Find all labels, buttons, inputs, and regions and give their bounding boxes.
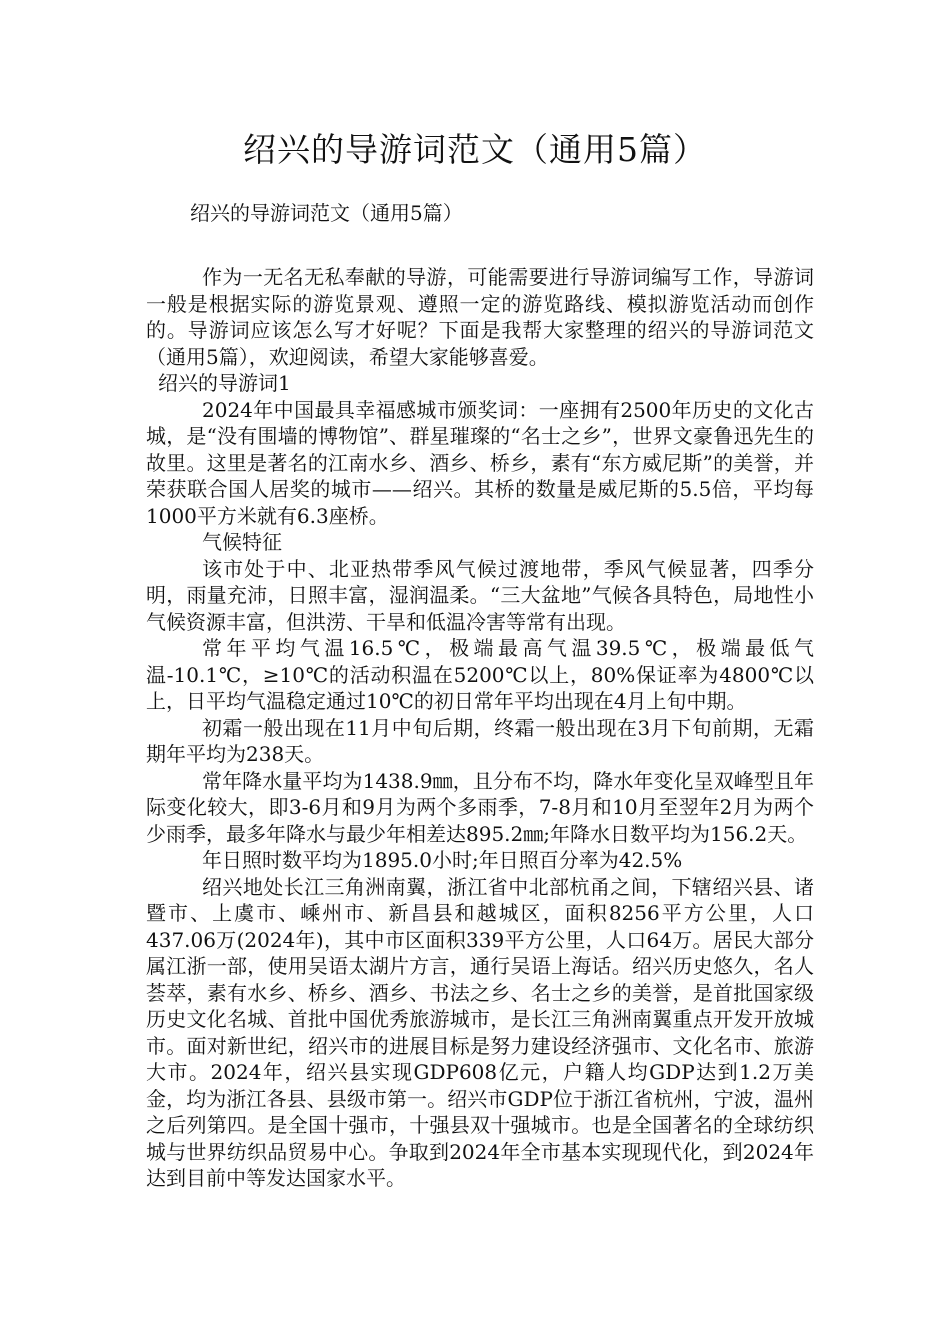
body-paragraph: 绍兴地处长江三角洲南翼，浙江省中北部杭甬之间，下辖绍兴县、诸暨市、上虞市、嵊州市、新昌县和越城区，面积8256平方公里，人口437.06万(2024年)，其中市区面积339平方公里，人口64万。居民大部分属江浙一部，使用吴语太湖片方言，通行吴语上海话。绍兴历史悠久，名人荟萃，素有水乡、桥乡、酒乡、书法之乡、名士之乡的美誉，是首批国家级历史文化名城、首批中国优秀旅游城市，是长江三角洲南翼重点开发开放城市。面对新世纪，绍兴市的进展目标是努力建设经济强市、文化名市、旅游大市。2024年，绍兴县实现GDP608亿元，户籍人均GDP达到1.2万美金，均为浙江各县、县级市第一。绍兴市GDP位于浙江省杭州，宁波，温州之后列第四。是全国十强市，十强县双十强城市。也是全国著名的全球纺织城与世界纺织品贸易中心。争取到2024年全市基本实现现代化，到2024年达到目前中等发达国家水平。 xyxy=(146,874,814,1190)
intro-paragraph: 作为一无名无私奉献的导游，可能需要进行导游词编写工作，导游词一般是根据实际的游览景观、遵照一定的游览路线、模拟游览活动而创作的。导游词应该怎么写才好呢？下面是我帮大家整理的绍兴的导游词范文（通用5篇），欢迎阅读，希望大家能够喜爱。 xyxy=(146,265,814,369)
article-body xyxy=(146,264,814,1192)
body-paragraph: 常年降水量平均为1438.9㎜，且分布不均，降水年变化呈双峰型且年际变化较大，即3-6月和9月为两个多雨季，7-8月和10月至翌年2月为两个少雨季，最多年降水与最少年相差达895.2㎜;年降水日数平均为156.2天。 xyxy=(146,768,814,846)
page-title: 绍兴的导游词范文（通用5篇） xyxy=(243,130,707,169)
body-paragraph: 初霜一般出现在11月中旬后期，终霜一般出现在3月下旬前期，无霜期年平均为238天。 xyxy=(146,715,814,766)
body-paragraph: 2024年中国最具幸福感城市颁奖词：一座拥有2500年历史的文化古城，是“没有围墙的博物馆”、群星璀璨的“名士之乡”，世界文豪鲁迅先生的故里。这里是著名的江南水乡、酒乡、桥乡，素有“东方威尼斯”的美誉，并荣获联合国人居奖的城市——绍兴。其桥的数量是威尼斯的5.5倍，平均每1000平方米就有6.3座桥。 xyxy=(146,397,814,528)
section-heading: 绍兴的导游词1 xyxy=(158,371,291,395)
subsection-heading: 气候特征 xyxy=(202,530,282,554)
body-paragraph: 该市处于中、北亚热带季风气候过渡地带，季风气候显著，四季分明，雨量充沛，日照丰富，湿润温柔。“三大盆地”气候各具特色，局地性小气候资源丰富，但洪涝、干旱和低温冷害等常有出现。 xyxy=(146,556,814,634)
body-paragraph: 常年平均气温16.5℃，极端最高气温39.5℃，极端最低气温-10.1℃，≥10℃的活动积温在5200℃以上，80%保证率为4800℃以上，日平均气温稳定通过10℃的初日常年平均出现在4月上旬中期。 xyxy=(146,636,814,713)
body-paragraph: 年日照时数平均为1895.0小时;年日照百分率为42.5% xyxy=(202,848,683,872)
page-subtitle: 绍兴的导游词范文（通用5篇） xyxy=(190,201,463,225)
